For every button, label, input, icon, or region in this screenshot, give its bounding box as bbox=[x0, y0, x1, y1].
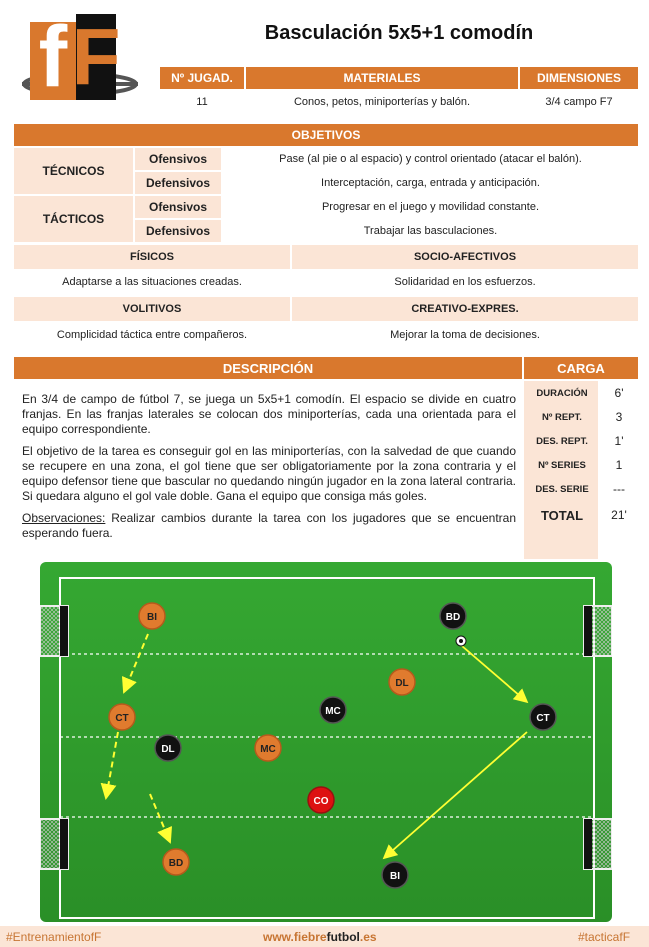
load-label: TOTAL bbox=[540, 507, 584, 523]
mini-goal-top-right bbox=[584, 606, 612, 656]
player-label: BD bbox=[168, 858, 184, 869]
player-label: CO bbox=[313, 796, 329, 807]
physical-label: FÍSICOS bbox=[14, 245, 290, 269]
svg-text:F: F bbox=[71, 14, 121, 101]
mini-goal-top-left bbox=[40, 606, 68, 656]
player-dl-orange bbox=[389, 669, 415, 695]
page-title: Basculación 5x5+1 comodín bbox=[264, 22, 534, 44]
player-label: BD bbox=[445, 612, 461, 623]
svg-text:f: f bbox=[38, 14, 68, 105]
footer-website-bold: futbol bbox=[326, 930, 360, 944]
player-mc-orange bbox=[255, 735, 281, 761]
volitive-text: Complicidad táctica entre compañeros. bbox=[56, 329, 248, 341]
tactical-label: TÁCTICOS bbox=[14, 196, 133, 242]
load-row-duration bbox=[524, 381, 638, 405]
socio-affective-label: SOCIO-AFECTIVOS bbox=[292, 245, 638, 269]
creative-label: CREATIVO-EXPRES. bbox=[292, 297, 638, 321]
mini-goal-bottom-left bbox=[40, 819, 68, 869]
materials-value: Conos, petos, miniporterías y balón. bbox=[293, 96, 471, 108]
load-row-rest-repetition bbox=[524, 429, 638, 453]
tactical-offensive-text: Progresar en el juego y movilidad constante. bbox=[321, 201, 540, 213]
description-paragraph-2: El objetivo de la tarea es conseguir gol en las miniporterías, con la salvedad de que cuando se recupere en una zona, el gol tiene que ser obligatoriamente por la zona contraria y el equipo defensor tiene que bascular no quedando ningún jugador en la zona lateral contraria. Si quedara alguno el gol vale doble. Gana el equipo que consiga más goles. bbox=[22, 444, 516, 503]
player-co-wildcard bbox=[308, 787, 334, 813]
fiebrefutbol-logo bbox=[22, 14, 140, 106]
technical-offensive-text: Pase (al pie o al espacio) y control orientado (atacar el balón). bbox=[279, 153, 582, 165]
player-label: CT bbox=[115, 713, 129, 724]
player-mc-black bbox=[320, 697, 346, 723]
technical-defensive-label: Defensivos bbox=[135, 172, 221, 194]
player-bi-black bbox=[382, 862, 408, 888]
player-bd-orange bbox=[163, 849, 189, 875]
player-label: BI bbox=[390, 871, 400, 882]
load-value: 1' bbox=[614, 434, 624, 448]
mini-goal-bottom-right bbox=[584, 819, 612, 869]
footer-website-prefix: www.fiebre bbox=[263, 930, 327, 944]
load-row-series bbox=[524, 453, 638, 477]
player-ct-black bbox=[530, 704, 556, 730]
observations-text: Realizar cambios durante la tarea con los jugadores que se encuentran esperando fuera. bbox=[22, 511, 516, 540]
players-count-header: Nº JUGAD. bbox=[160, 67, 244, 89]
technical-defensive-text: Interceptación, carga, entrada y anticipación. bbox=[321, 177, 540, 189]
observations bbox=[22, 511, 516, 541]
players-count-value: 11 bbox=[196, 96, 208, 108]
load-label: Nº REPT. bbox=[542, 411, 582, 423]
footer bbox=[0, 926, 649, 947]
observations-label: Observaciones: bbox=[22, 511, 106, 525]
load-label: Nº SERIES bbox=[538, 459, 586, 471]
training-field-diagram bbox=[40, 562, 612, 922]
player-bi-orange bbox=[139, 603, 165, 629]
technical-offensive-label: Ofensivos bbox=[135, 148, 221, 170]
dimensions-header: DIMENSIONES bbox=[520, 67, 638, 89]
player-label: CT bbox=[536, 713, 550, 724]
load-label: DES. REPT. bbox=[536, 435, 588, 447]
description-paragraph-1: En 3/4 de campo de fútbol 7, se juega un 5x5+1 comodín. El espacio se divide en cuatro franjas. En las franjas laterales se colocan dos miniporterías, cada una orientada para el equipo correspondiente. bbox=[22, 392, 516, 436]
load-label: DES. SERIE bbox=[535, 483, 589, 495]
physical-text: Adaptarse a las situaciones creadas. bbox=[62, 276, 242, 288]
load-value: 3 bbox=[615, 410, 623, 424]
grass bbox=[40, 562, 612, 922]
dimensions-value: 3/4 campo F7 bbox=[545, 96, 613, 108]
footer-website-suffix: .es bbox=[359, 930, 377, 944]
footer-hashtag-entrenamiento: #EntrenamientofF bbox=[6, 930, 102, 944]
player-label: DL bbox=[161, 744, 175, 755]
creative-text: Mejorar la toma de decisiones. bbox=[390, 329, 540, 341]
objectives-header: OBJETIVOS bbox=[14, 124, 638, 146]
load-header: CARGA bbox=[524, 357, 638, 379]
player-dl-black bbox=[155, 735, 181, 761]
player-label: BI bbox=[147, 612, 157, 623]
load-value: 1 bbox=[615, 458, 623, 472]
player-ct-orange bbox=[109, 704, 135, 730]
player-label: DL bbox=[395, 678, 409, 689]
tactical-offensive-label: Ofensivos bbox=[135, 196, 221, 218]
materials-header: MATERIALES bbox=[246, 67, 518, 89]
tactical-defensive-label: Defensivos bbox=[135, 220, 221, 242]
description-header: DESCRIPCIÓN bbox=[14, 357, 522, 379]
footer-website bbox=[263, 930, 377, 944]
ball-icon bbox=[456, 636, 466, 646]
player-label: MC bbox=[325, 706, 341, 717]
load-value: 21' bbox=[611, 508, 627, 522]
volitive-label: VOLITIVOS bbox=[14, 297, 290, 321]
socio-affective-text: Solidaridad en los esfuerzos. bbox=[394, 276, 536, 288]
player-bd-black bbox=[440, 603, 466, 629]
player-label: MC bbox=[260, 744, 276, 755]
load-row-repetitions bbox=[524, 405, 638, 429]
load-value: 6' bbox=[614, 386, 624, 400]
description-body bbox=[22, 392, 516, 548]
load-row-total bbox=[524, 503, 638, 527]
tactical-defensive-text: Trabajar las basculaciones. bbox=[363, 225, 498, 237]
footer-hashtag-tactica: #tacticafF bbox=[578, 930, 631, 944]
technical-label: TÉCNICOS bbox=[14, 148, 133, 194]
load-value: --- bbox=[613, 482, 625, 496]
load-row-rest-series bbox=[524, 477, 638, 501]
load-label: DURACIÓN bbox=[536, 387, 588, 399]
